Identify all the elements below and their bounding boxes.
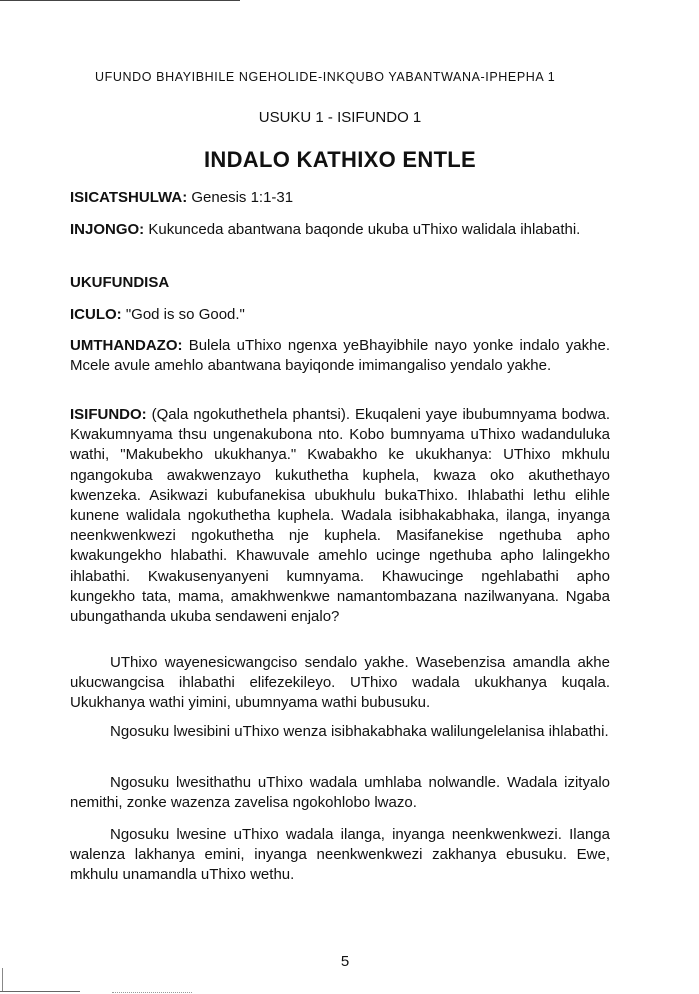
- paragraph: [70, 653, 610, 714]
- prayer-text: Bulela uThixo ngenxa yeBhayibhile nayo yonke indalo yakhe. Mcele avule amehlo abantwana bayiqonde imimangaliso yendalo yakhe.: [70, 337, 610, 375]
- scan-edge-line-bottom: [0, 991, 80, 992]
- scan-edge-line-top: [0, 0, 240, 1]
- lesson-day: USUKU 1 - ISIFUNDO 1: [258, 109, 422, 126]
- prayer-label: UMTHANDAZO:: [70, 337, 183, 354]
- scan-edge-line-left: [2, 968, 3, 992]
- paragraph-text: UThixo wayenesicwangciso sendalo yakhe. Wasebenzisa amandla akhe ukucwangcisa ihlabathi elifezekileyo. UThixo wadala ukukhanya kuqala. Ukukhanya wathi yimini, ubumnyama wathi bubusuku.: [70, 654, 610, 712]
- teaching-heading: UKUFUNDISA: [70, 274, 170, 291]
- paragraph: [70, 722, 610, 742]
- paragraph-text: Ngosuku lwesibini uThixo wenza isibhakabhaka walilungelelanisa ihlabathi.: [110, 723, 609, 740]
- song-label: ICULO:: [70, 306, 122, 323]
- prayer-section: [70, 336, 610, 376]
- lesson-text: (Qala ngokuthethela phantsi). Ekuqaleni yaye ibubumnyama bodwa. Kwakumnyama thsu ungenakubona nto. Kobo bumnyama uThixo wadanduluka wathi, "Makubekho ukukhanya." Kwabakho ke ukukhanya: UThixo mkhulu ngangokuba awakwenzayo kukuthetha kuphela, kwaza oko akuthethayo kwenzeka. Asikwazi kubufanekisa ubukhulu bukaThixo. Ihlabathi lethu elihle kunene walidala ngokuthetha kuphela. Wadala isibhakabhaka, ilanga, inyanga neenkwenkwezi ngokuthetha nje kuphela. Masifanekise ngethuba apho kwakungekho hlabathi. Khawuvale amehlo ucinge ngethuba apho lalingekho ihlabathi. Kwakusenyanyeni kumnyama. Khawucinge ngehlabathi apho kungekho tata, mama, amakhwenkwe namantombazana nazilwanyana. Ngaba ubungathanda ukuba sendaweni enjalo?: [70, 406, 610, 626]
- song-text: "God is so Good.": [121, 306, 245, 323]
- scripture-section: [70, 188, 610, 208]
- page-number: 5: [340, 953, 350, 970]
- lesson-label: ISIFUNDO:: [70, 406, 147, 423]
- scripture-label: ISICATSHULWA:: [70, 189, 188, 206]
- running-header: UFUNDO BHAYIBHILE NGEHOLIDE-INKQUBO YABANTWANA-IPHEPHA 1: [95, 70, 556, 84]
- aim-text: Kukunceda abantwana baqonde ukuba uThixo walidala ihlabathi.: [144, 221, 581, 238]
- paragraph-text: Ngosuku lwesine uThixo wadala ilanga, inyanga neenkwenkwezi. Ilanga walenza lakhanya emini, inyanga neenkwenkwezi zakhanya ebusuku. Ewe, mkhulu unamandla uThixo wethu.: [70, 826, 610, 884]
- paragraph: [70, 825, 610, 886]
- lesson-section: [70, 405, 610, 627]
- page-title: INDALO KATHIXO ENTLE: [203, 147, 477, 172]
- teaching-heading-section: [70, 273, 610, 293]
- aim-section: [70, 220, 610, 240]
- paragraph-text: Ngosuku lwesithathu uThixo wadala umhlaba nolwandle. Wadala izityalo nemithi, zonke wazenza zavelisa ngokohlobo lwazo.: [70, 774, 610, 812]
- song-section: [70, 305, 610, 325]
- aim-label: INJONGO:: [70, 221, 145, 238]
- paragraph: [70, 773, 610, 813]
- scripture-text: Genesis 1:1-31: [187, 189, 294, 206]
- scan-edge-dots: [112, 992, 192, 993]
